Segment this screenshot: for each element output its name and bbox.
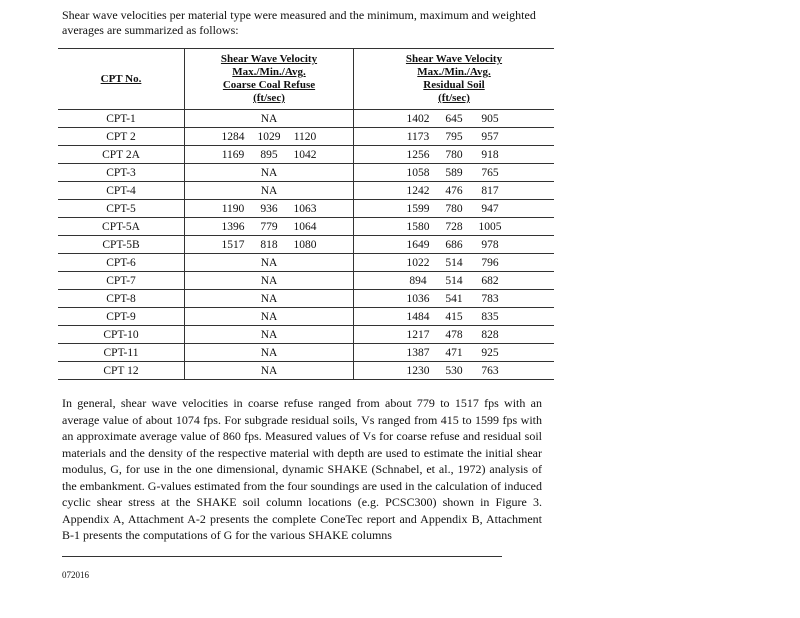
residual-cell [354,326,555,344]
residual-cell [354,254,555,272]
residual-value: 795 [445,130,463,143]
table-row [58,200,554,218]
cpt-cell: CPT-7 [58,272,185,290]
residual-value: 780 [445,148,463,161]
coarse-value: 895 [260,148,278,161]
residual-cell [354,164,555,182]
residual-cell [354,236,555,254]
residual-value: 1217 [406,328,430,341]
residual-value: 1036 [406,292,430,305]
residual-value: 471 [445,346,463,359]
coarse-value: 818 [260,238,278,251]
residual-cell [354,200,555,218]
coarse-value: 1120 [293,130,317,143]
residual-value: 780 [445,202,463,215]
coarse-cell [185,146,354,164]
residual-value: 1387 [406,346,430,359]
residual-value: 765 [481,166,499,179]
residual-value: 905 [481,112,499,125]
residual-value: 978 [481,238,499,251]
footer-rule [62,556,502,557]
coarse-value: 1517 [221,238,245,251]
table-row [58,362,554,380]
coarse-cell: NA [185,164,354,182]
residual-value: 1649 [406,238,430,251]
residual-value: 918 [481,148,499,161]
coarse-cell [185,218,354,236]
shear-wave-table [58,48,554,380]
residual-value: 514 [445,274,463,287]
residual-value: 514 [445,256,463,269]
residual-value: 589 [445,166,463,179]
table-row [58,146,554,164]
cpt-cell: CPT-4 [58,182,185,200]
residual-value: 476 [445,184,463,197]
residual-value: 1580 [406,220,430,233]
cpt-cell: CPT-8 [58,290,185,308]
residual-cell [354,146,555,164]
residual-value: 728 [445,220,463,233]
residual-cell [354,308,555,326]
residual-value: 1484 [406,310,430,323]
residual-cell [354,218,555,236]
residual-value: 828 [481,328,499,341]
coarse-value: 936 [260,202,278,215]
cpt-cell: CPT-10 [58,326,185,344]
table-row [58,326,554,344]
coarse-cell: NA [185,182,354,200]
cpt-cell: CPT-11 [58,344,185,362]
coarse-value: 1063 [293,202,317,215]
residual-cell [354,344,555,362]
table-row [58,182,554,200]
cpt-cell: CPT-5B [58,236,185,254]
coarse-cell: NA [185,290,354,308]
body-paragraph: In general, shear wave velocities in coarse refuse ranged from about 779 to 1517 fps with an average value of about 1074 fps. For subgrade residual soils, Vs ranged from 415 to 1599 fps with an approximate average value of 860 fps. Measured values of Vs for coarse refuse and residual soil materials and the density of the respective material with depth are used to estimate the initial shear modulus, G, for use in the one dimensional, dynamic SHAKE (Schnabel, et al., 1972) analysis of the embankment. G-values estimated from the four soundings are used in the calculation of induced cyclic shear stress at the SHAKE soil column locations (e.g. PCSC300) shown in Figure 3. Appendix A, Attachment A-2 presents the complete ConeTec report and Appendix B, Attachment B-1 presents the computations of G for the various SHAKE columns [62,396,542,542]
residual-value: 1173 [406,130,430,143]
table-row [58,128,554,146]
coarse-cell [185,128,354,146]
residual-value: 682 [481,274,499,287]
residual-value: 1599 [406,202,430,215]
intro-text: Shear wave velocities per material type were measured and the minimum, maximum and weighted averages are summarized as follows: [62,8,536,37]
coarse-value: 1284 [221,130,245,143]
residual-value: 925 [481,346,499,359]
residual-value: 796 [481,256,499,269]
coarse-value: 1064 [293,220,317,233]
residual-value: 817 [481,184,499,197]
residual-cell [354,182,555,200]
residual-value: 645 [445,112,463,125]
coarse-value: 779 [260,220,278,233]
table-row [58,290,554,308]
residual-value: 1230 [406,364,430,377]
footer-id: 072016 [62,570,89,580]
residual-value: 835 [481,310,499,323]
cpt-cell: CPT 2A [58,146,185,164]
cpt-cell: CPT-5 [58,200,185,218]
cpt-cell: CPT-6 [58,254,185,272]
cpt-cell: CPT 2 [58,128,185,146]
residual-value: 763 [481,364,499,377]
table-row [58,254,554,272]
residual-value: 530 [445,364,463,377]
coarse-cell [185,236,354,254]
table-row [58,308,554,326]
residual-value: 1022 [406,256,430,269]
residual-value: 1402 [406,112,430,125]
coarse-value: 1190 [221,202,245,215]
cpt-cell: CPT-3 [58,164,185,182]
coarse-value: 1080 [293,238,317,251]
residual-cell [354,272,555,290]
residual-cell [354,362,555,380]
residual-value: 686 [445,238,463,251]
residual-value: 415 [445,310,463,323]
cpt-cell: CPT-9 [58,308,185,326]
coarse-cell: NA [185,308,354,326]
coarse-cell: NA [185,272,354,290]
coarse-cell: NA [185,362,354,380]
coarse-cell: NA [185,110,354,128]
cpt-cell: CPT 12 [58,362,185,380]
residual-value: 957 [481,130,499,143]
coarse-cell [185,200,354,218]
residual-value: 1242 [406,184,430,197]
table-row [58,272,554,290]
residual-value: 1058 [406,166,430,179]
residual-cell [354,290,555,308]
residual-value: 541 [445,292,463,305]
residual-cell [354,110,555,128]
residual-value: 783 [481,292,499,305]
coarse-value: 1396 [221,220,245,233]
coarse-cell: NA [185,344,354,362]
coarse-cell: NA [185,326,354,344]
table-row [58,344,554,362]
coarse-value: 1042 [293,148,317,161]
header-coarse: Shear Wave Velocity Max./Min./Avg. Coarse Coal Refuse (ft/sec) [185,49,354,110]
table-row [58,164,554,182]
coarse-value: 1169 [221,148,245,161]
residual-value: 947 [481,202,499,215]
cpt-cell: CPT-5A [58,218,185,236]
header-cpt: CPT No. [58,49,185,110]
table-row [58,236,554,254]
table-row [58,218,554,236]
residual-value: 1256 [406,148,430,161]
residual-value: 894 [409,274,427,287]
header-residual: Shear Wave Velocity Max./Min./Avg. Residual Soil (ft/sec) [354,49,555,110]
residual-value: 1005 [478,220,502,233]
residual-value: 478 [445,328,463,341]
coarse-cell: NA [185,254,354,272]
table-row [58,110,554,128]
residual-cell [354,128,555,146]
cpt-cell: CPT-1 [58,110,185,128]
coarse-value: 1029 [257,130,281,143]
